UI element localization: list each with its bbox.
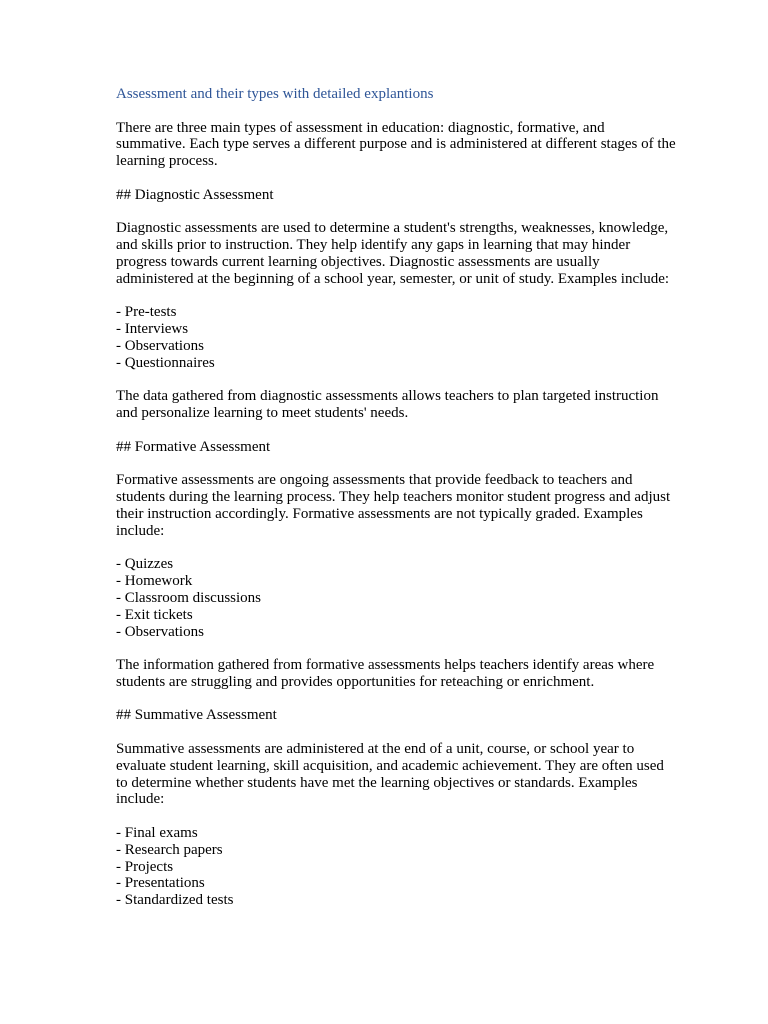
list-item: - Research papers: [116, 842, 676, 859]
list-item: - Observations: [116, 338, 676, 355]
list-item: - Questionnaires: [116, 355, 676, 372]
section-closing: The information gathered from formative assessments helps teachers identify areas where students are struggling and provides opportunities for reteaching or enrichment.: [116, 657, 655, 690]
section-formative: [116, 439, 676, 691]
list-item: - Projects: [116, 859, 676, 876]
section-body: Summative assessments are administered at the end of a unit, course, or school year to evaluate student learning, skill acquisition, and academic achievement. They are often used to determine whether students have met the learning objectives or standards. Examples include:: [116, 741, 664, 808]
section-heading: ## Formative Assessment: [116, 438, 271, 455]
intro-paragraph: There are three main types of assessment in education: diagnostic, formative, and summative. Each type serves a different purpose and is administered at different stages of the learning process.: [116, 119, 676, 170]
document-title: Assessment and their types with detailed explantions: [116, 86, 434, 102]
list-item: - Pre-tests: [116, 304, 676, 321]
list-item: - Classroom discussions: [116, 590, 676, 607]
section-body: Formative assessments are ongoing assessments that provide feedback to teachers and students during the learning process. They help teachers monitor student progress and adjust their instruction accordingly. Formative assessments are not typically graded. Examples include:: [116, 472, 671, 539]
section-summative: [116, 707, 676, 909]
examples-list: [116, 825, 676, 909]
list-item: - Quizzes: [116, 556, 676, 573]
section-body: Diagnostic assessments are used to determine a student's strengths, weaknesses, knowledge, and skills prior to instruction. They help identify any gaps in learning that may hinder progress towards current learning objectives. Diagnostic assessments are usually administered at the beginning of a school year, semester, or unit of study. Examples include:: [116, 220, 670, 287]
examples-list: [116, 556, 676, 640]
list-item: - Exit tickets: [116, 607, 676, 624]
examples-list: [116, 304, 676, 371]
list-item: - Final exams: [116, 825, 676, 842]
section-heading: ## Diagnostic Assessment: [116, 186, 274, 203]
list-item: - Interviews: [116, 321, 676, 338]
list-item: - Observations: [116, 624, 676, 641]
document-page: [116, 86, 676, 926]
list-item: - Standardized tests: [116, 892, 676, 909]
list-item: - Presentations: [116, 875, 676, 892]
list-item: - Homework: [116, 573, 676, 590]
section-diagnostic: [116, 187, 676, 422]
section-closing: The data gathered from diagnostic assessments allows teachers to plan targeted instruction and personalize learning to meet students' needs.: [116, 388, 659, 422]
section-heading: ## Summative Assessment: [116, 707, 277, 724]
